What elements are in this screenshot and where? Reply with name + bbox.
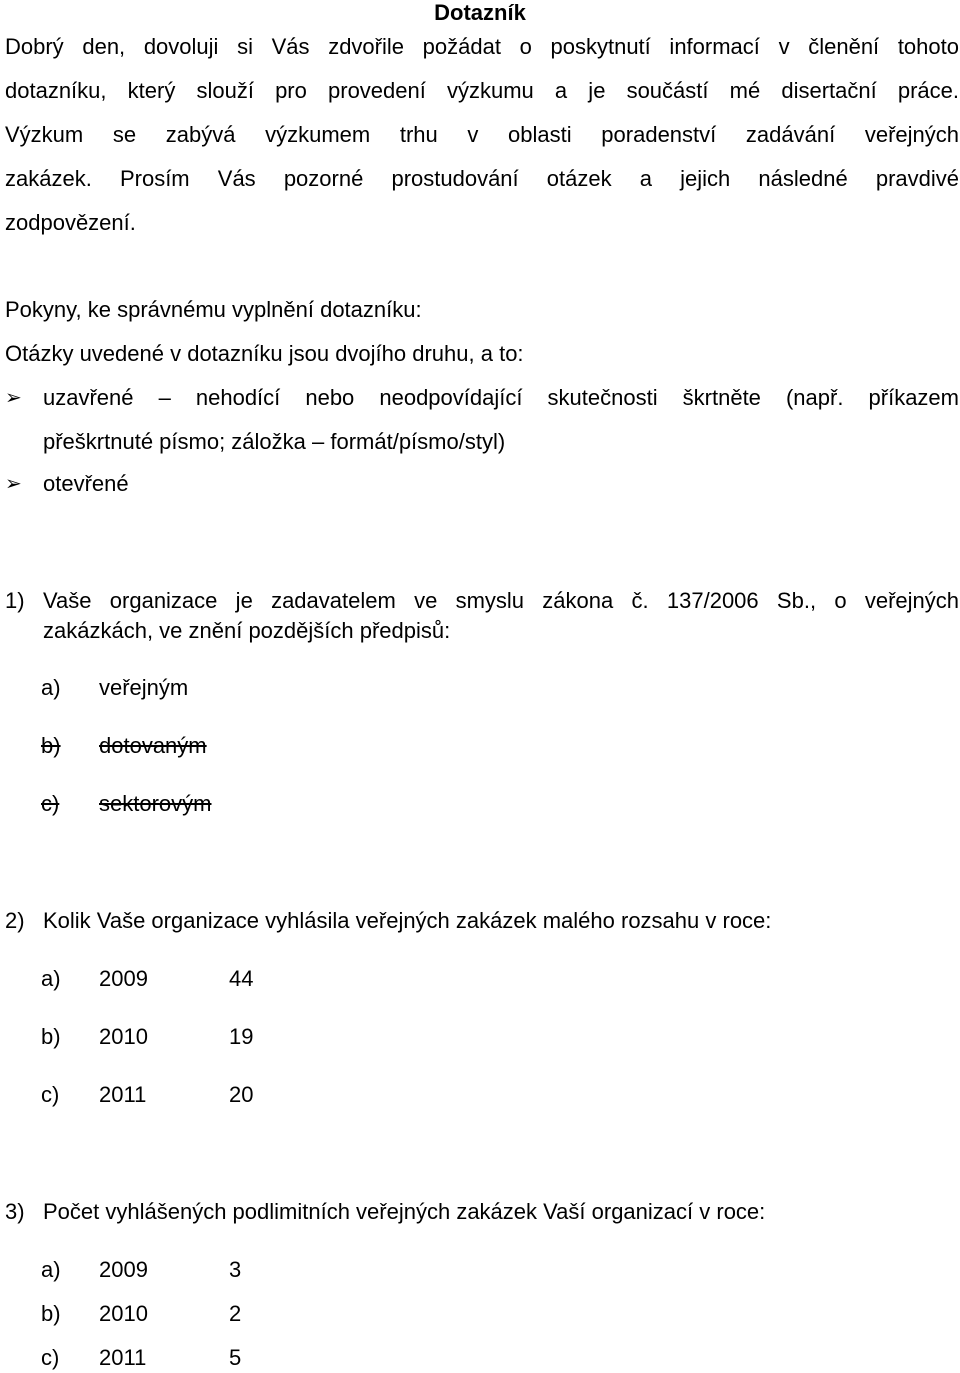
question-text: Počet vyhlášených podlimitních veřejných zakázek Vaší organizací v roce:	[43, 1199, 766, 1224]
bullet-text: otevřené	[43, 471, 129, 496]
intro-line: Dobrý den, dovoluji si Vás zdvořile požádat o poskytnutí informací v členění tohoto	[5, 34, 959, 59]
option-letter: a)	[41, 675, 61, 700]
option-text: veřejným	[99, 675, 189, 700]
question-number: 1)	[5, 588, 25, 613]
answer-year: 2009	[99, 966, 148, 991]
answer-letter: c)	[41, 1345, 60, 1370]
intro-line: zakázek. Prosím Vás pozorné prostudování otázek a jejich následné pravdivé	[5, 166, 959, 191]
bullet-text: přeškrtnuté písmo; záložka – formát/písmo/styl)	[43, 429, 506, 454]
answer-value: 2	[229, 1301, 242, 1326]
answer-value: 3	[229, 1257, 242, 1282]
answer-letter: c)	[41, 1082, 60, 1107]
bullet-text: uzavřené – nehodící nebo neodpovídající skutečnosti škrtněte (např. příkazem	[43, 385, 959, 410]
instructions-subheading: Otázky uvedené v dotazníku jsou dvojího druhu, a to:	[5, 341, 524, 366]
question-text: Vaše organizace je zadavatelem ve smyslu zákona č. 137/2006 Sb., o veřejných	[43, 588, 959, 613]
answer-letter: b)	[41, 1024, 61, 1049]
arrow-bullet-icon: ➢	[5, 473, 22, 495]
option-text: dotovaným	[99, 733, 207, 758]
answer-year: 2010	[99, 1024, 148, 1049]
option-text: sektorovým	[99, 791, 212, 816]
answer-year: 2009	[99, 1257, 148, 1282]
answer-letter: a)	[41, 966, 61, 991]
answer-value: 19	[229, 1024, 254, 1049]
answer-value: 5	[229, 1345, 242, 1370]
arrow-bullet-icon: ➢	[5, 387, 22, 409]
intro-line: zodpovězení.	[5, 210, 136, 235]
option-letter: c)	[41, 791, 60, 816]
answer-year: 2011	[99, 1345, 147, 1370]
document-title: Dotazník	[434, 0, 526, 25]
answer-year: 2011	[99, 1082, 147, 1107]
answer-year: 2010	[99, 1301, 148, 1326]
intro-line: dotazníku, který slouží pro provedení výzkumu a je součástí mé disertační práce.	[5, 78, 959, 103]
question-number: 2)	[5, 908, 25, 933]
instructions-heading: Pokyny, ke správnému vyplnění dotazníku:	[5, 297, 422, 322]
answer-letter: a)	[41, 1257, 61, 1282]
question-text: zakázkách, ve znění pozdějších předpisů:	[43, 618, 451, 643]
answer-value: 20	[229, 1082, 254, 1107]
question-number: 3)	[5, 1199, 25, 1224]
option-letter: b)	[41, 733, 61, 758]
question-text: Kolik Vaše organizace vyhlásila veřejných zakázek malého rozsahu v roce:	[43, 908, 772, 933]
answer-letter: b)	[41, 1301, 61, 1326]
answer-value: 44	[229, 966, 254, 991]
intro-line: Výzkum se zabývá výzkumem trhu v oblasti poradenství zadávání veřejných	[5, 122, 959, 147]
